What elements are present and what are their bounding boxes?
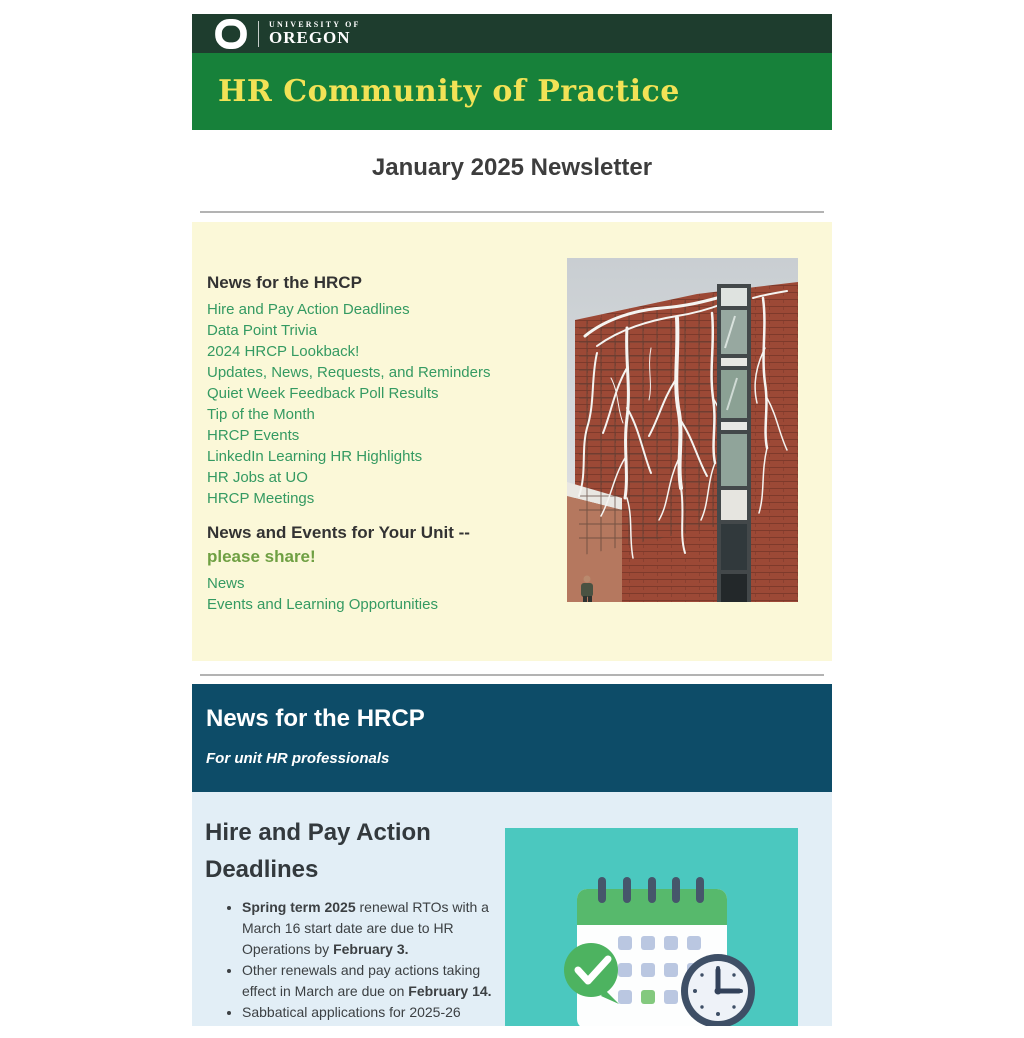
news-section-header (192, 684, 832, 792)
spring-term-bold: Spring term 2025 (242, 899, 356, 915)
deadline-item-sabbatical (242, 1002, 492, 1023)
toc-unit-heading (207, 521, 519, 569)
toc-link-linkedin-learning[interactable]: LinkedIn Learning HR Highlights (207, 448, 423, 465)
news-section-subtitle: For unit HR professionals (206, 750, 390, 767)
deadline-list (205, 897, 505, 1023)
toc-link-unit-news[interactable]: News (207, 575, 245, 592)
calendar-clock-illustration (505, 828, 798, 1026)
toc-link-2024-lookback[interactable]: 2024 HRCP Lookback! (207, 343, 360, 360)
toc-link-updates-news[interactable]: Updates, News, Requests, and Reminders (207, 364, 491, 381)
news-section-title: News for the HRCP (206, 705, 425, 732)
february-14-bold: February 14. (408, 983, 492, 999)
building-photo (567, 258, 798, 602)
banner-title: HR Community of Practice (218, 74, 680, 109)
toc-link-data-point-trivia[interactable]: Data Point Trivia (207, 322, 318, 339)
bullet2-text: Other renewals and pay actions taking effect in March are due on (242, 962, 481, 999)
university-of-label: UNIVERSITY OF (269, 20, 361, 29)
uo-o-logo-icon (214, 19, 248, 49)
toc-unit-heading-text: News and Events for Your Unit -- (207, 523, 470, 542)
february-3-bold: February 3. (333, 941, 409, 957)
toc-link-hrcp-events[interactable]: HRCP Events (207, 427, 300, 444)
bullet3-text: Sabbatical applications for 2025-26 (242, 1004, 461, 1020)
toc-link-hrcp-meetings[interactable]: HRCP Meetings (207, 490, 315, 507)
article-title: Hire and Pay Action Deadlines (205, 819, 431, 883)
toc-link-unit-events[interactable]: Events and Learning Opportunities (207, 596, 438, 613)
toc-link-hr-jobs[interactable]: HR Jobs at UO (207, 469, 308, 486)
deadline-item-spring-term (242, 897, 492, 960)
bullet1-text: renewal RTOs with a March 16 start date are due to HR Operations by (242, 899, 489, 957)
toc-link-tip-of-month[interactable]: Tip of the Month (207, 406, 315, 423)
newsletter-title: January 2025 Newsletter (371, 154, 653, 181)
logo-divider (258, 21, 259, 47)
deadline-item-other-renewals (242, 960, 492, 1002)
hire-pay-deadlines-article (192, 792, 832, 1026)
toc-links-column (207, 258, 567, 615)
newsletter-banner (192, 53, 832, 130)
divider-top (200, 211, 824, 213)
article-text-column (205, 814, 505, 1026)
please-share-highlight: please share! (207, 547, 316, 566)
divider-middle (200, 674, 824, 676)
oregon-label: OREGON (269, 28, 351, 47)
email-newsletter (192, 14, 832, 1026)
toc-link-quiet-week-poll[interactable]: Quiet Week Feedback Poll Results (207, 385, 439, 402)
table-of-contents-section (192, 222, 832, 661)
title-block (192, 130, 832, 213)
university-header-bar (192, 14, 832, 53)
toc-heading: News for the HRCP (207, 273, 362, 292)
university-wordmark (269, 20, 361, 47)
toc-link-hire-pay-deadlines[interactable]: Hire and Pay Action Deadlines (207, 301, 410, 318)
